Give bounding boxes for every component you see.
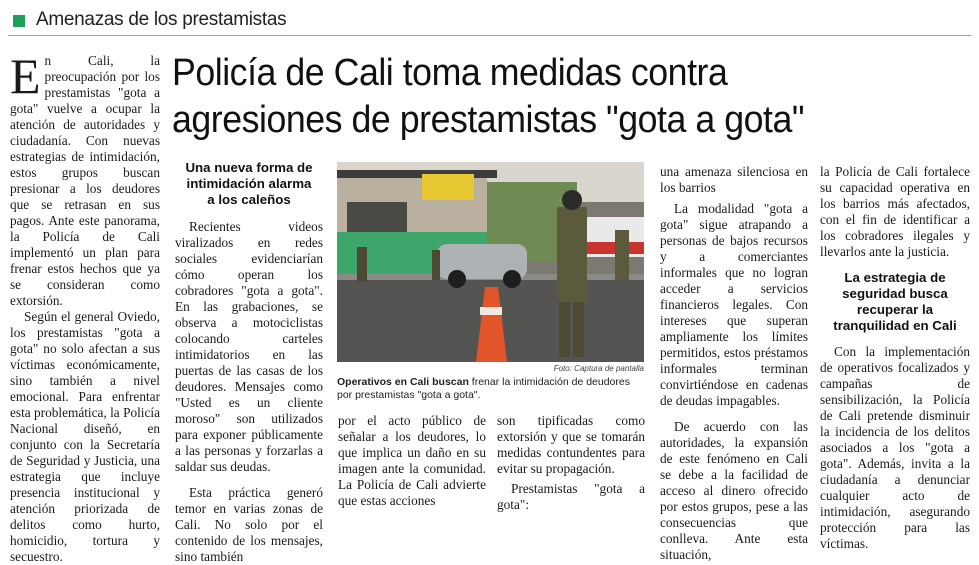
photo-caption: Operativos en Cali buscan frenar la intimidación de deudores por prestamistas "gota a gota". xyxy=(337,376,630,401)
paragraph: La modalidad "gota a gota" sigue atrapando a personas de bajos recursos y a comerciantes informales que no logran acceder a servicios financieros legales. Con intereses que superan ampliamente los límites permitidos, estos préstamos informales terminan convirtiéndose en cadenas de deudas impagables. xyxy=(660,201,808,408)
column-5 xyxy=(660,164,808,563)
headline-line: Policía de Cali toma medidas contra xyxy=(172,52,728,94)
headline xyxy=(172,50,924,144)
paragraph: Con la implementación de operativos focalizados y campañas de sensibilización, la Policía de Cali pretende disminuir la incidencia de los delitos asociados a los "gota a gota". Además, invita a la ciudadanía a denunciar cualquier acto de intimidación, asegurando protección para las víctimas. xyxy=(820,344,970,551)
column-1 xyxy=(10,48,160,565)
news-photo xyxy=(337,162,644,362)
column-4 xyxy=(497,413,645,513)
column-2 xyxy=(175,160,323,565)
paragraph: una amenaza silenciosa en los barrios xyxy=(660,164,808,195)
photo-illustration xyxy=(337,162,644,362)
photo-credit: Foto: Captura de pantalla xyxy=(553,364,644,373)
paragraph: son tipificadas como extorsión y que se tomarán medidas contundentes para evitar su propagación. xyxy=(497,413,645,476)
headline-line: agresiones de prestamistas "gota a gota" xyxy=(172,99,805,141)
paragraph: Prestamistas "gota a gota": xyxy=(497,481,645,512)
drop-cap: E xyxy=(10,48,41,104)
paragraph: De acuerdo con las autoridades, la expansión de este fenómeno en Cali se debe a la facilidad de acceso al dinero ofrecido por estos grupos, pese a las consecuencias que conlleva. Ante esta situación, xyxy=(660,419,808,562)
paragraph: por el acto público de señalar a los deudores, lo que implica un daño en su imagen ante la comunidad. La Policía de Cali advierte que estas acciones xyxy=(338,413,486,508)
section-header xyxy=(8,6,971,36)
lead-paragraph: En Cali, la preocupación por los prestamistas "gota a gota" vuelve a ocupar la atención de autoridades y ciudadanía. Con nuevas estrategias de intimidación, estos grupos buscan presionar a los deudores que se retrasan en sus pagos. Ante este panorama, la Policía de Cali implementó un plan para frenar estos hechos que ya se consideran como extorsión. xyxy=(10,48,160,308)
section-label: Amenazas de los prestamistas xyxy=(36,9,287,30)
paragraph: Según el general Oviedo, los prestamistas "gota a gota" no solo afectan a sus víctimas económicamente, sino también a nivel emocional. Para enfrentar esta problemática, la Policía Nacional diseñó, en conjunto con la Secretaría de Seguridad y Justicia, una estrategia que incluye presencia institucional y atención priorizada de delitos como hurto, homicidio, tortura y secuestro. xyxy=(10,309,160,564)
paragraph: Esta práctica generó temor en varias zonas de Cali. No solo por el contenido de los mensajes, sino también xyxy=(175,485,323,564)
subhead: Una nueva forma de intimidación alarma a los caleños xyxy=(185,160,313,207)
paragraph: Recientes videos viralizados en redes sociales evidenciarían cómo operan los cobradores "gota a gota". En las grabaciones, se observa a motociclistas colocando carteles intimidatorios en las puertas de las casas de los deudores. Mensajes como "Usted es un cliente moroso" son utilizados para exponer públicamente a las personas y forzarlas a saldar sus deudas. xyxy=(175,219,323,474)
section-marker-icon xyxy=(13,15,25,27)
subhead: La estrategia de seguridad busca recuperar la tranquilidad en Cali xyxy=(833,270,957,333)
column-6 xyxy=(820,164,970,552)
paragraph: la Policía de Cali fortalece su capacidad operativa en los barrios más afectados, con el fin de identificar a los cobradores ilegales y llevarlos ante la justicia. xyxy=(820,164,970,259)
column-3 xyxy=(338,413,486,509)
